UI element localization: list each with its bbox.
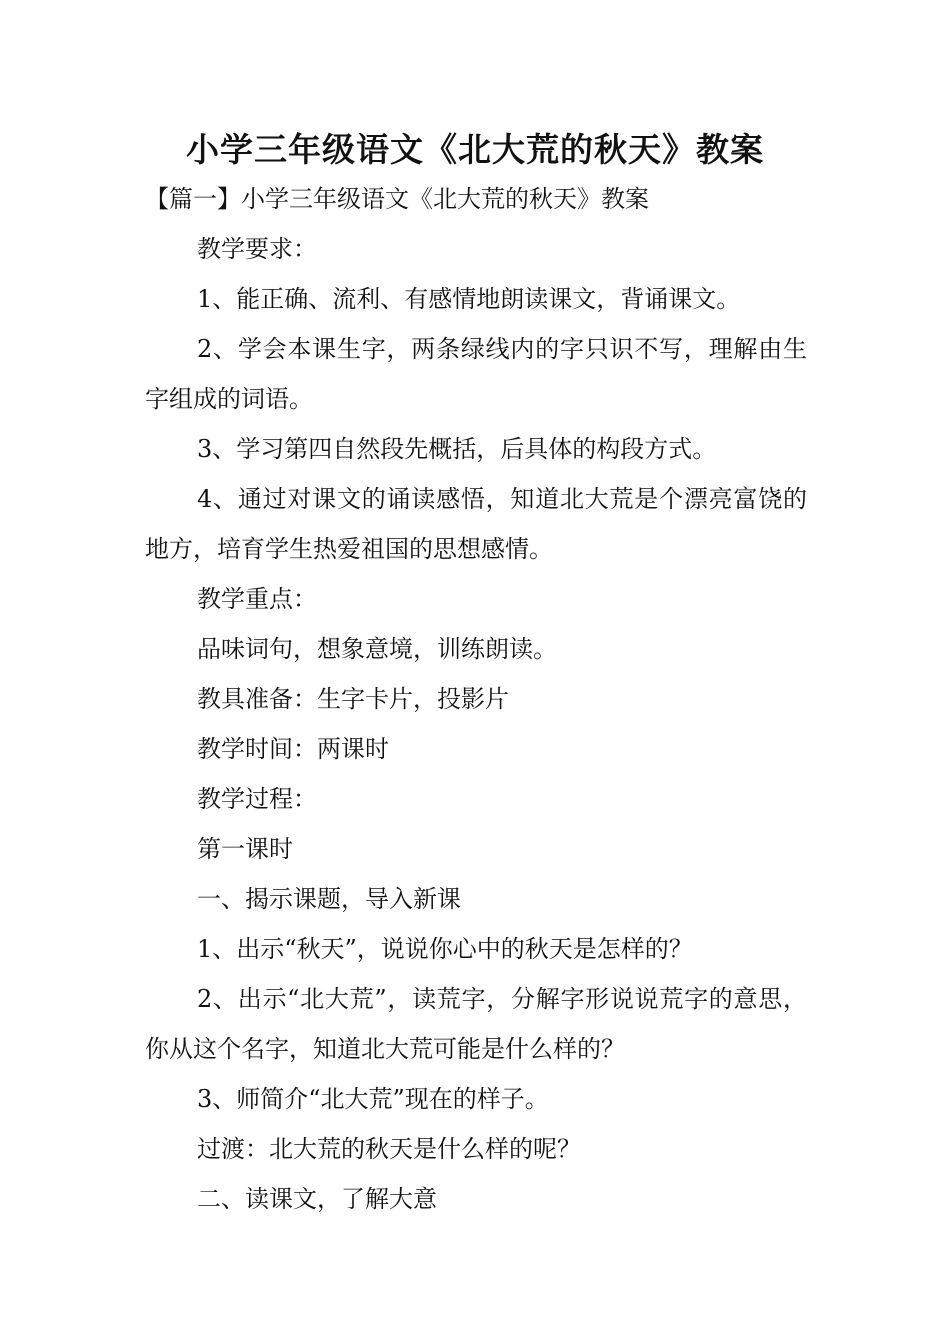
paragraph: 教学重点： (197, 585, 317, 613)
paragraph: 教学要求： (197, 235, 317, 263)
paragraph: 二、读课文，了解大意 (197, 1185, 437, 1213)
paragraph: 1、能正确、流利、有感情地朗读课文，背诵课文。 (197, 285, 741, 313)
paragraph: 品味词句，想象意境，训练朗读。 (197, 635, 557, 663)
paragraph: 1、出示“秋天”，说说你心中的秋天是怎样的？ (197, 935, 693, 963)
paragraph: 3、学习第四自然段先概括，后具体的构段方式。 (197, 435, 717, 463)
paragraph: 教具准备：生字卡片，投影片 (197, 685, 509, 713)
paragraph: 教学过程： (197, 785, 317, 813)
paragraph: 第一课时 (197, 835, 293, 863)
section-heading: 【篇一】小学三年级语文《北大荒的秋天》教案 (145, 185, 649, 213)
paragraph: 4、通过对课文的诵读感悟，知道北大荒是个漂亮富饶的地方，培育学生热爱祖国的思想感情。 (145, 485, 807, 563)
paragraph: 2、出示“北大荒”，读荒字，分解字形说说荒字的意思，你从这个名字，知道北大荒可能是什么样的？ (145, 985, 807, 1063)
paragraph: 教学时间：两课时 (197, 735, 389, 763)
paragraph: 3、师简介“北大荒”现在的样子。 (197, 1085, 549, 1113)
document-title: 小学三年级语文《北大荒的秋天》教案 (186, 130, 764, 169)
document-body (145, 174, 807, 1224)
paragraph: 过渡：北大荒的秋天是什么样的呢？ (197, 1135, 581, 1163)
paragraph: 2、学会本课生字，两条绿线内的字只识不写，理解由生字组成的词语。 (145, 335, 807, 413)
paragraph: 一、揭示课题，导入新课 (197, 885, 461, 913)
